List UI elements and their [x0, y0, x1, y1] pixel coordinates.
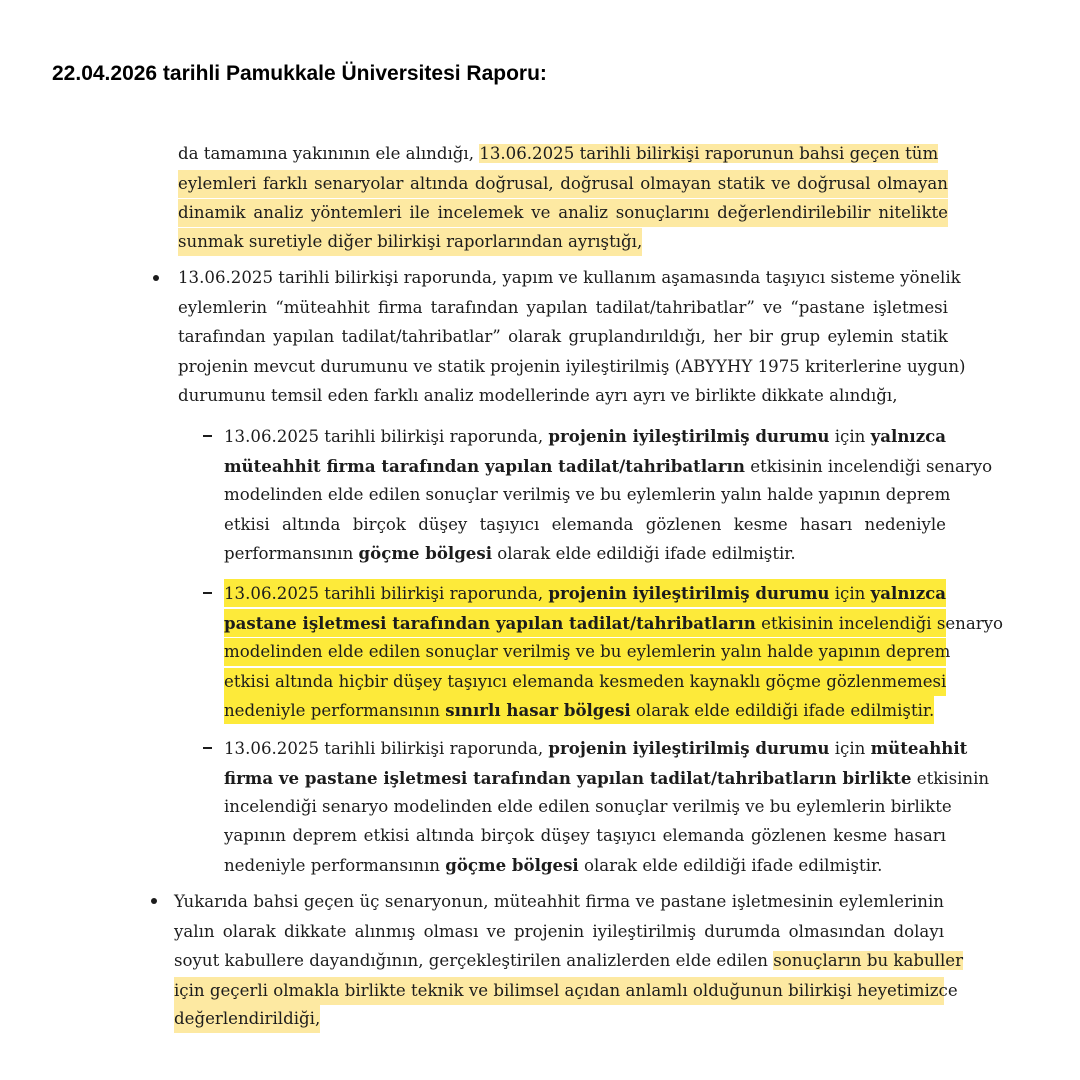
text: nedeniyle performansının [224, 856, 446, 875]
text: nedeniyle performansının [224, 701, 446, 720]
bold-text: sınırlı hasar bölgesi [445, 700, 631, 720]
text: olarak elde edildiği ifade edilmiştir. [492, 544, 796, 563]
bold-text: pastane işletmesi tarafından yapılan tadilat/tahribatların [224, 613, 756, 633]
sub2-line-3: modelinden elde edilen sonuçlar verilmiş ve bu eylemlerin yalın halde yapının deprem [224, 638, 946, 666]
sub2-line-1 [224, 579, 946, 607]
bold-text: projenin iyileştirilmiş durumu [548, 426, 830, 446]
bold-text: firma ve pastane işletmesi tarafından yapılan tadilat/tahribatların birlikte [224, 768, 912, 788]
text: olarak elde edildiği ifade edilmiştir. [578, 856, 883, 875]
text: soyut kabullere dayandığının, gerçekleştirilen analizlerden elde edilen [174, 951, 774, 970]
bullet2-line-5: değerlendirildiği, [174, 1005, 320, 1033]
text: 13.06.2025 tarihli bilirkişi raporunda, [224, 427, 549, 446]
text: etkisinin incelendiği senaryo [745, 457, 993, 476]
text: olarak elde edildiği ifade edilmiştir. [630, 701, 935, 720]
text: için [829, 584, 871, 603]
bullet1-line-2: eylemlerin “müteahhit firma tarafından yapılan tadilat/tahribatlar” ve “pastane işletmesi [178, 298, 948, 317]
sub3-line-5 [224, 851, 882, 879]
sub1-line-5 [224, 539, 796, 567]
bold-text: göçme bölgesi [445, 855, 579, 875]
highlighted-text: sonuçların bu kabuller [773, 951, 964, 970]
intro-line-1 [178, 140, 948, 168]
bullet2-line-4: için geçerli olmakla birlikte teknik ve bilimsel açıdan anlamlı olduğunun bilirkişi heyetimizce [174, 977, 944, 1005]
bullet2-line-2: yalın olarak dikkate alınmış olması ve projenin iyileştirilmiş durumda olmasından dolayı [174, 922, 944, 941]
sub3-line-3: incelendiği senaryo modelinden elde edilen sonuçlar verilmiş ve bu eylemlerin birlikte [224, 797, 952, 816]
intro-text: da tamamına yakınının ele alındığı, [178, 144, 480, 163]
bullet1-line-4: projenin mevcut durumunu ve statik projenin iyileştirilmiş (ABYYHY 1975 kriterlerine uygun) [178, 357, 966, 376]
sub1-line-2 [224, 452, 993, 480]
bullet-marker [151, 898, 157, 904]
dash-marker [203, 592, 212, 594]
bold-text: müteahhit [870, 738, 968, 758]
text: etkisinin incelendiği senaryo [755, 614, 1004, 633]
bullet2-line-1: Yukarıda bahsi geçen üç senaryonun, müteahhit firma ve pastane işletmesinin eylemlerinin [174, 892, 944, 911]
sub2-line-2 [224, 609, 1004, 637]
sub2-line-4: etkisi altında hiçbir düşey taşıyıcı elemanda kesmeden kaynaklı göçme gözlenmemesi [224, 668, 946, 696]
sub3-line-2 [224, 764, 990, 792]
bold-text: yalnızca [870, 426, 946, 446]
dash-marker [203, 435, 212, 437]
text: 13.06.2025 tarihli bilirkişi raporunda, [224, 739, 549, 758]
intro-line-4: sunmak suretiyle diğer bilirkişi raporlarından ayrıştığı, [178, 228, 642, 256]
dash-marker [203, 747, 212, 749]
sub1-line-3: modelinden elde edilen sonuçlar verilmiş ve bu eylemlerin yalın halde yapının deprem [224, 485, 951, 504]
text: için [829, 427, 871, 446]
text: performansının [224, 544, 359, 563]
intro-line-3: dinamik analiz yöntemleri ile incelemek ve analiz sonuçlarını değerlendirilebilir nitelikte [178, 199, 948, 227]
text: için [829, 739, 871, 758]
bold-text: müteahhit firma tarafından yapılan tadilat/tahribatların [224, 456, 745, 476]
text: 13.06.2025 tarihli bilirkişi raporunda, [224, 584, 549, 603]
sub3-line-1 [224, 734, 968, 762]
sub3-line-4: yapının deprem etkisi altında birçok düşey taşıyıcı elemanda gözlenen kesme hasarı [224, 826, 946, 845]
page-title: 22.04.2026 tarihli Pamukkale Üniversitesi Raporu: [52, 62, 547, 85]
bullet2-line-3 [174, 947, 964, 975]
bullet1-line-1: 13.06.2025 tarihli bilirkişi raporunda, yapım ve kullanım aşamasında taşıyıcı sisteme yönelik [178, 268, 961, 287]
intro-line-2: eylemleri farklı senaryolar altında doğrusal, doğrusal olmayan statik ve doğrusal olmayan [178, 170, 948, 198]
highlighted-text: 13.06.2025 tarihli bilirkişi raporunun bahsi geçen tüm [479, 144, 939, 163]
bullet1-line-5: durumunu temsil eden farklı analiz modellerinde ayrı ayrı ve birlikte dikkate alındığı, [178, 386, 898, 405]
sub1-line-4: etkisi altında birçok düşey taşıyıcı elemanda gözlenen kesme hasarı nedeniyle [224, 515, 946, 534]
bold-text: projenin iyileştirilmiş durumu [548, 738, 830, 758]
bold-text: göçme bölgesi [358, 543, 492, 563]
bold-text: yalnızca [870, 583, 946, 603]
text: etkisinin [911, 769, 990, 788]
sub1-line-1 [224, 422, 946, 450]
bullet-marker [153, 275, 159, 281]
sub2-line-5 [224, 696, 934, 724]
bold-text: projenin iyileştirilmiş durumu [548, 583, 830, 603]
bullet1-line-3: tarafından yapılan tadilat/tahribatlar” olarak gruplandırıldığı, her bir grup eylemin statik [178, 327, 948, 346]
